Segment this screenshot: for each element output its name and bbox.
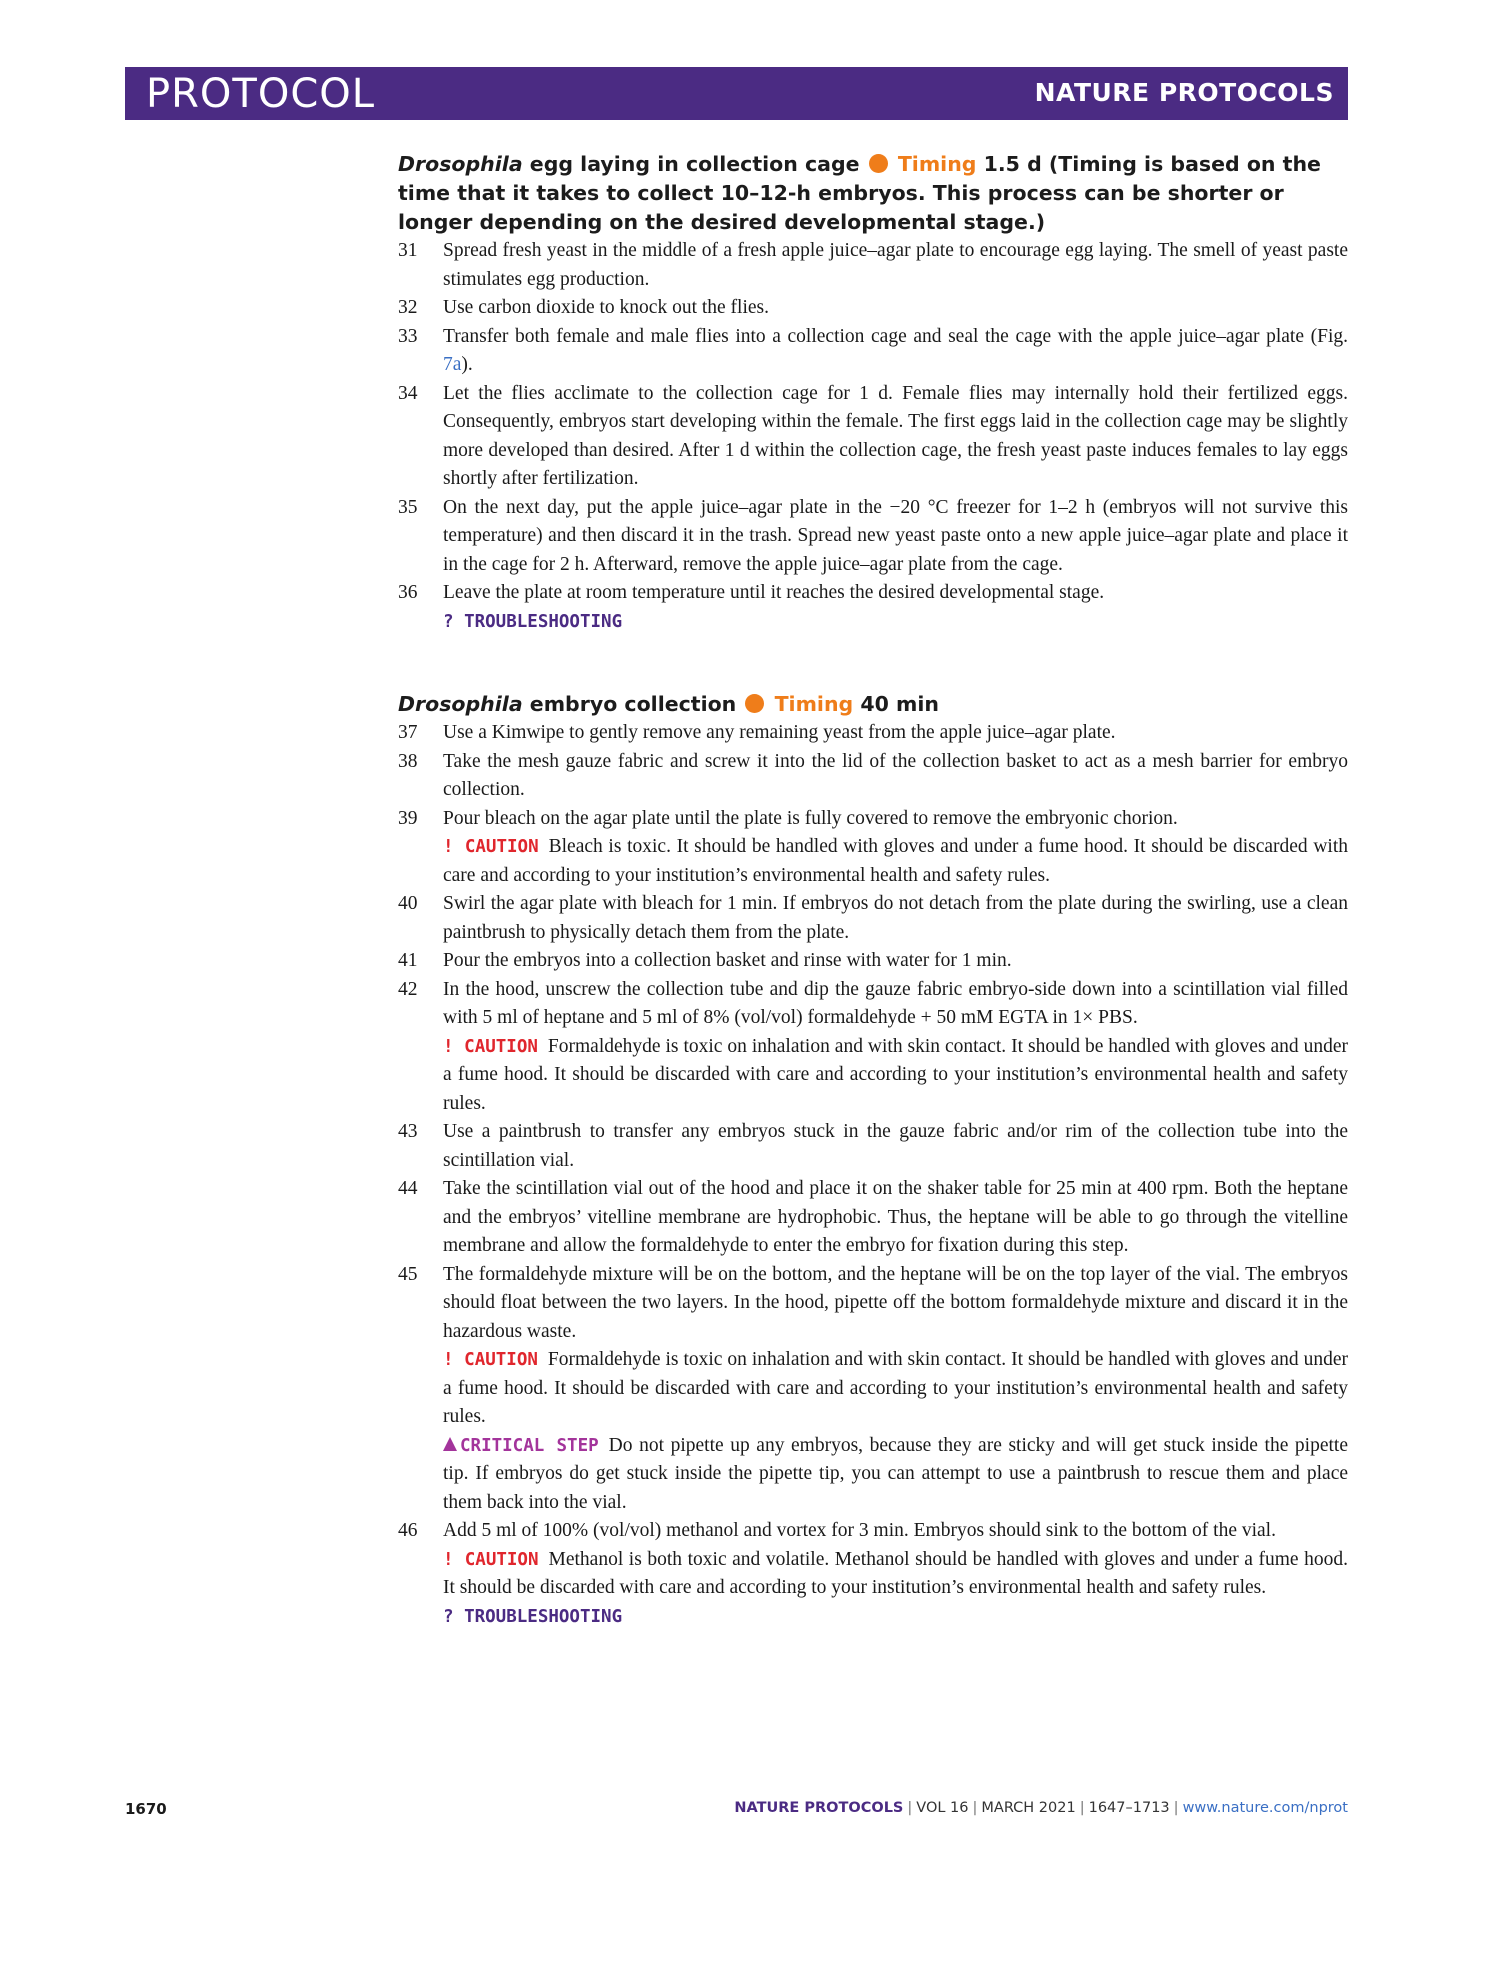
section-heading-title: egg laying in collection cage bbox=[529, 152, 860, 176]
troubleshooting-link[interactable]: ? TROUBLESHOOTING bbox=[443, 1606, 623, 1627]
timing-value: 40 min bbox=[860, 692, 940, 716]
caution-label: ! CAUTION bbox=[443, 1549, 539, 1570]
footer-separator: | bbox=[907, 1800, 913, 1816]
footer-separator: | bbox=[1173, 1800, 1179, 1816]
critical-label-text: CRITICAL STEP bbox=[460, 1435, 599, 1456]
step-number: 36 bbox=[398, 582, 418, 603]
caution-text: Methanol is both toxic and volatile. Methanol should be handled with gloves and under a fume hood. It should be discarded with care and according to your institution’s environmental health and safety rules. bbox=[443, 1548, 1348, 1598]
caution-text: Bleach is toxic. It should be handled with gloves and under a fume hood. It should be discarded with care and according to your institution’s environmental health and safety rules. bbox=[443, 836, 1348, 886]
step-text: Spread fresh yeast in the middle of a fresh apple juice–agar plate to encourage egg laying. The smell of yeast paste stimulates egg production. bbox=[443, 240, 1348, 290]
troubleshooting-link[interactable]: ? TROUBLESHOOTING bbox=[443, 611, 623, 632]
footer-separator: | bbox=[972, 1800, 978, 1816]
timing-value: 1.5 d (Timing is based on the time that it takes to collect 10–12-h embryos. This process can be shorter or longer depending on the desired developmental stage.) bbox=[398, 152, 1321, 234]
step-text: Pour bleach on the agar plate until the plate is fully covered to remove the embryonic chorion. bbox=[443, 807, 1178, 829]
step-41 bbox=[398, 947, 1348, 976]
troubleshooting-note bbox=[443, 1603, 1348, 1632]
step-text-part: ). bbox=[461, 354, 473, 375]
step-number: 45 bbox=[398, 1263, 418, 1285]
footer-date: MARCH 2021 bbox=[981, 1800, 1076, 1816]
step-35 bbox=[398, 494, 1348, 580]
step-number: 35 bbox=[398, 496, 418, 518]
troubleshooting-note bbox=[443, 608, 1348, 637]
step-number: 39 bbox=[398, 807, 418, 829]
step-text: Use carbon dioxide to knock out the flies. bbox=[443, 297, 770, 318]
step-number: 38 bbox=[398, 750, 418, 772]
footer-pages: 1647–1713 bbox=[1088, 1800, 1170, 1816]
step-42 bbox=[398, 976, 1348, 1119]
critical-step-label bbox=[443, 1436, 599, 1456]
step-number: 31 bbox=[398, 240, 418, 261]
caution-label: ! CAUTION bbox=[443, 837, 539, 857]
footer-citation bbox=[734, 1800, 1348, 1816]
caution-note bbox=[443, 833, 1348, 890]
step-number: 32 bbox=[398, 297, 418, 318]
page-number: 1670 bbox=[125, 1800, 167, 1818]
step-text: Swirl the agar plate with bleach for 1 min. If embryos do not detach from the plate during the swirling, use a clean paintbrush to physically detach them from the plate. bbox=[443, 893, 1348, 943]
step-40 bbox=[398, 890, 1348, 947]
step-39 bbox=[398, 805, 1348, 891]
step-44 bbox=[398, 1175, 1348, 1261]
section-spacer bbox=[398, 636, 1348, 690]
step-text: Add 5 ml of 100% (vol/vol) methanol and vortex for 3 min. Embryos should sink to the bottom of the vial. bbox=[443, 1520, 1276, 1541]
step-text: Take the mesh gauze fabric and screw it into the lid of the collection basket to act as a mesh barrier for embryo collection. bbox=[443, 750, 1348, 800]
footer-volume: VOL 16 bbox=[916, 1800, 969, 1816]
step-text bbox=[443, 323, 1348, 380]
step-38 bbox=[398, 748, 1348, 805]
step-text: The formaldehyde mixture will be on the bottom, and the heptane will be on the top layer of the vial. The embryos should float between the two layers. In the hood, pipette off the bottom formaldehyde mixture and discard it in the hazardous waste. bbox=[443, 1263, 1348, 1342]
step-number: 46 bbox=[398, 1520, 418, 1541]
section-heading-title: embryo collection bbox=[529, 692, 737, 716]
step-33 bbox=[398, 323, 1348, 380]
step-text: On the next day, put the apple juice–agar plate in the −20 °C freezer for 1–2 h (embryos will not survive this temperature) and then discard it in the trash. Spread new yeast paste onto a new apple juice–agar plate and place it in the cage for 2 h. Afterward, remove the apple juice–agar plate from the cage. bbox=[443, 496, 1348, 575]
step-text: In the hood, unscrew the collection tube and dip the gauze fabric embryo-side down into a scintillation vial filled with 5 ml of heptane and 5 ml of 8% (vol/vol) formaldehyde + 50 mM EGTA in 1× PBS. bbox=[443, 978, 1348, 1028]
step-46 bbox=[398, 1517, 1348, 1631]
step-number: 41 bbox=[398, 950, 418, 971]
caution-note bbox=[443, 1546, 1348, 1603]
journal-header-bar bbox=[125, 67, 1348, 120]
step-text: Leave the plate at room temperature until it reaches the desired developmental stage. bbox=[443, 582, 1105, 603]
caution-text: Formaldehyde is toxic on inhalation and with skin contact. It should be handled with gloves and under a fume hood. It should be discarded with care and according to your institution’s environmental health and safety rules. bbox=[443, 1035, 1348, 1114]
step-text: Use a paintbrush to transfer any embryos stuck in the gauze fabric and/or rim of the collection tube into the scintillation vial. bbox=[443, 1121, 1348, 1171]
step-32 bbox=[398, 294, 1348, 323]
step-number: 34 bbox=[398, 382, 418, 404]
step-number: 43 bbox=[398, 1121, 418, 1142]
timing-dot-icon bbox=[745, 694, 764, 713]
critical-triangle-icon bbox=[443, 1437, 457, 1451]
caution-note bbox=[443, 1033, 1348, 1119]
step-43 bbox=[398, 1118, 1348, 1175]
step-45 bbox=[398, 1261, 1348, 1518]
step-text: Take the scintillation vial out of the hood and place it on the shaker table for 25 min at 400 rpm. Both the heptane and the embryos’ vitelline membrane are hydrophobic. Thus, the heptane will be able to go through the vitelline membrane and allow the formaldehyde to enter the embryo for fixation during this step. bbox=[443, 1178, 1348, 1256]
footer-journal: NATURE PROTOCOLS bbox=[734, 1800, 904, 1816]
step-number: 40 bbox=[398, 893, 418, 914]
critical-step-note bbox=[443, 1432, 1348, 1518]
critical-text: Do not pipette up any embryos, because they are sticky and will get stuck inside the pipette tip. If embryos do get stuck inside the pipette tip, you can attempt to use a paintbrush to rescue them and place them back into the vial. bbox=[443, 1434, 1348, 1513]
caution-text: Formaldehyde is toxic on inhalation and with skin contact. It should be handled with gloves and under a fume hood. It should be discarded with care and according to your institution’s environmental health and safety rules. bbox=[443, 1349, 1348, 1427]
main-content bbox=[398, 150, 1348, 1631]
step-37 bbox=[398, 719, 1348, 748]
step-text: Use a Kimwipe to gently remove any remaining yeast from the apple juice–agar plate. bbox=[443, 722, 1116, 743]
timing-label: Timing bbox=[774, 692, 854, 716]
figure-link[interactable]: 7a bbox=[443, 354, 462, 375]
footer-url-link[interactable]: www.nature.com/nprot bbox=[1182, 1800, 1348, 1816]
caution-note bbox=[443, 1346, 1348, 1432]
section-heading-italic: Drosophila bbox=[398, 692, 523, 716]
section-heading-egg-laying bbox=[398, 150, 1348, 237]
footer-separator: | bbox=[1079, 1800, 1085, 1816]
step-31 bbox=[398, 237, 1348, 294]
step-number: 42 bbox=[398, 978, 418, 1000]
journal-name-header: NATURE PROTOCOLS bbox=[1034, 78, 1334, 107]
step-text: Let the flies acclimate to the collection cage for 1 d. Female flies may internally hold their fertilized eggs. Consequently, embryos start developing within the female. The first eggs laid in the collection cage may be slightly more developed than desired. After 1 d within the collection cage, the fresh yeast paste induces females to lay eggs shortly after fertilization. bbox=[443, 382, 1348, 489]
timing-dot-icon bbox=[869, 154, 888, 173]
section-heading-italic: Drosophila bbox=[398, 152, 523, 176]
section-type-label: PROTOCOL bbox=[146, 71, 376, 117]
timing-label: Timing bbox=[897, 152, 977, 176]
section-heading-embryo-collection bbox=[398, 690, 1348, 719]
step-number: 37 bbox=[398, 722, 418, 743]
step-36 bbox=[398, 579, 1348, 636]
caution-label: ! CAUTION bbox=[443, 1350, 538, 1370]
step-text: Pour the embryos into a collection basket and rinse with water for 1 min. bbox=[443, 950, 1012, 971]
caution-label: ! CAUTION bbox=[443, 1036, 538, 1057]
step-text-part: Transfer both female and male flies into a collection cage and seal the cage with the apple juice–agar plate (Fig. bbox=[443, 325, 1348, 347]
step-number: 44 bbox=[398, 1178, 418, 1199]
step-list-embryo-collection bbox=[398, 719, 1348, 1631]
step-34 bbox=[398, 380, 1348, 494]
step-number: 33 bbox=[398, 325, 418, 347]
step-list-egg-laying bbox=[398, 237, 1348, 636]
